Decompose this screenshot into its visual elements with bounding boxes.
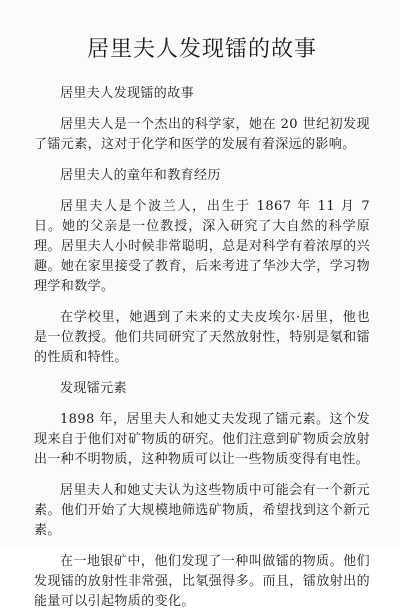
section-heading: 发现镭元素 <box>60 381 128 396</box>
document-title: 居里夫人发现镭的故事 <box>86 37 317 62</box>
paragraph: 居里夫人是一个杰出的科学家，她在 20 世纪初发现了镭元素，这对于化学和医学的发展有着深远的影响。 <box>34 117 370 152</box>
section-heading: 居里夫人的童年和教育经历 <box>60 168 221 183</box>
section-intro <box>34 84 370 155</box>
paragraph: 居里夫人是个波兰人，出生于 1867 年 11 月 7 日。她的父亲是一位教授，深入研究了大自然的科学原理。居里夫人小时候非常聪明，总是对科学有着浓厚的兴趣。她在家里接受了教育，后来考进了华沙大学，学习物理学和数学。 <box>34 199 370 294</box>
section-heading: 居里夫人发现镭的故事 <box>60 86 195 101</box>
paragraph: 在一地银矿中，他们发现了一种叫做镭的物质。他们发现镭的放射性非常强，比氡强得多。而且，镭放射出的能量可以引起物质的变化。 <box>34 554 370 609</box>
paragraph: 1898 年，居里夫人和她丈夫发现了镭元素。这个发现来自于他们对矿物质的研究。他们注意到矿物质会放射出一种不明物质，这种物质可以让一些物质变得有电性。 <box>34 412 370 467</box>
section-childhood <box>34 166 370 368</box>
paragraph: 在学校里，她遇到了未来的丈夫皮埃尔·居里，他也是一位教授。他们共同研究了天然放射性，特别是氡和镭的性质和特性。 <box>34 310 370 365</box>
section-discovery <box>34 379 370 612</box>
paragraph: 居里夫人和她丈夫认为这些物质中可能会有一个新元素。他们开始了大规模地筛选矿物质，希望找到这个新元素。 <box>34 483 370 538</box>
